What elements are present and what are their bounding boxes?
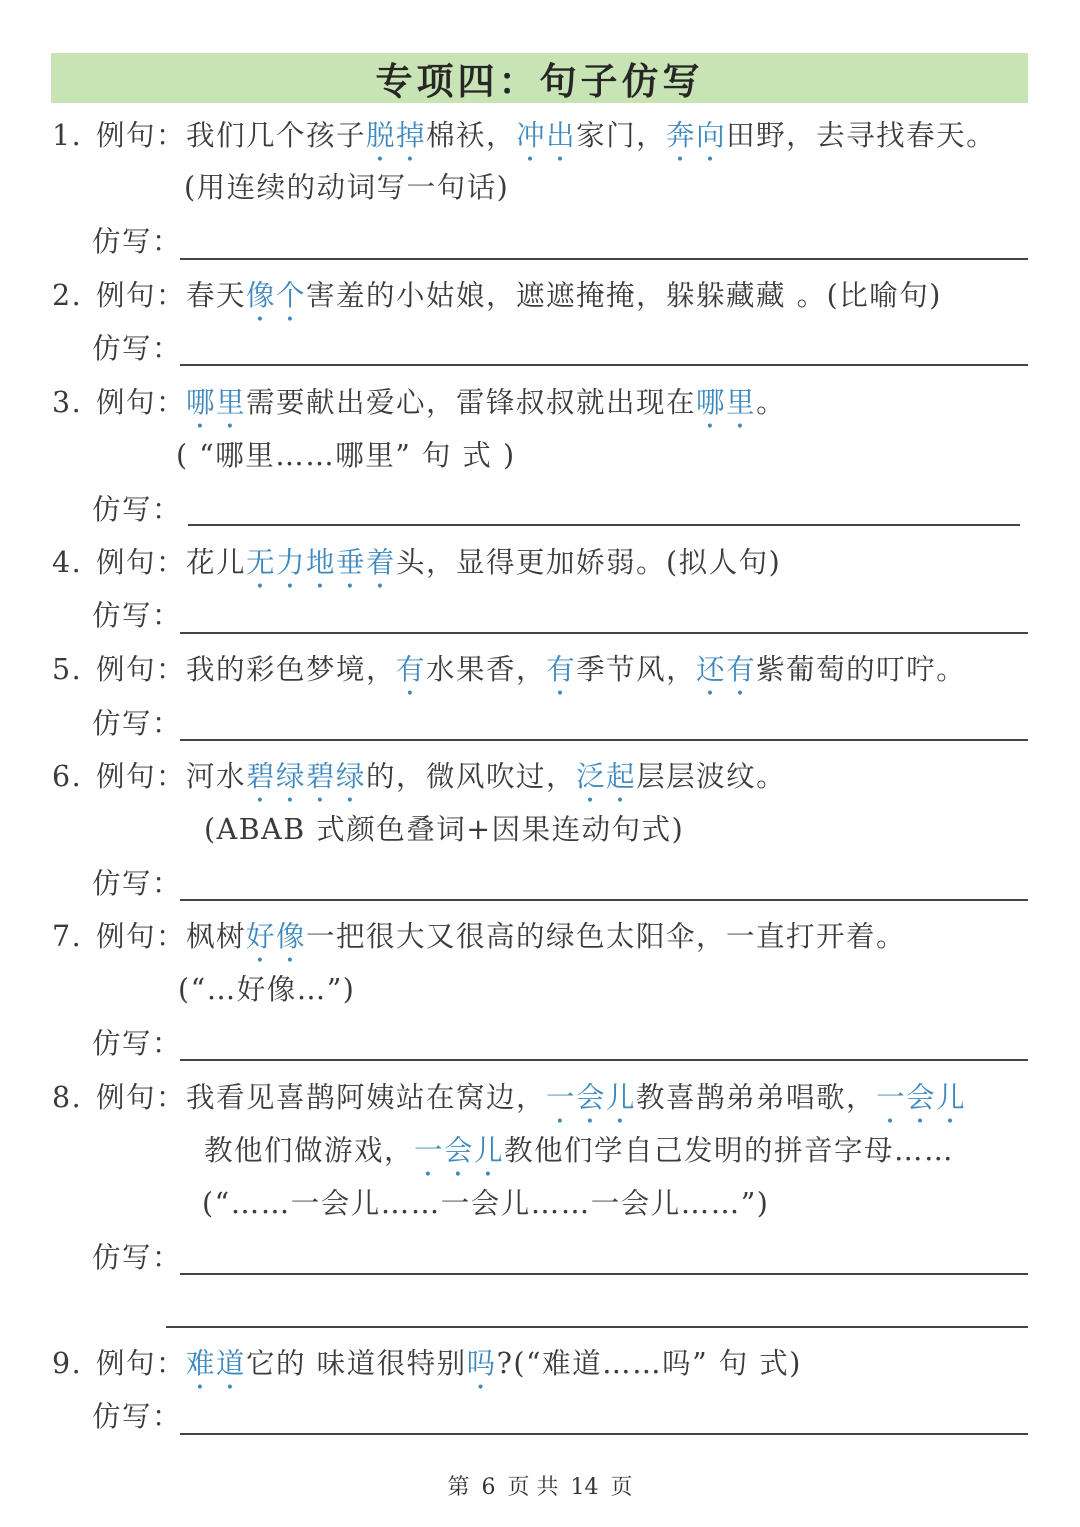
sentence-text: 教他们做游戏， (204, 1134, 415, 1167)
example-label: 例句： (96, 653, 187, 686)
answer-label: 仿写： (92, 332, 183, 365)
question-1 (52, 116, 996, 168)
sentence-text: 田野，去寻找春天。 (726, 119, 997, 152)
example-sentence (186, 1347, 802, 1380)
highlighted-keyword: 一会儿 (546, 1081, 637, 1114)
example-sentence (186, 920, 906, 953)
example-label: 例句： (96, 386, 187, 419)
answer-label: 仿写： (92, 493, 183, 526)
highlighted-keyword: 还有 (696, 653, 757, 686)
sentence-text: 花儿 (186, 546, 247, 579)
question-number: 1. (52, 119, 83, 152)
footer-page-number: 6 (481, 1475, 496, 1500)
question-9 (52, 1344, 802, 1396)
highlighted-keyword: 难道 (186, 1347, 247, 1380)
sentence-text: 层层波纹。 (636, 760, 787, 793)
answer-line[interactable] (180, 364, 1028, 366)
answer-label: 仿写： (92, 867, 183, 900)
highlighted-keyword: 哪里 (696, 386, 757, 419)
question-4 (52, 543, 781, 595)
example-label: 例句： (96, 546, 187, 579)
sentence-text: 头，显得更加娇弱。(拟人句) (396, 546, 782, 579)
highlighted-keyword: 哪里 (186, 386, 247, 419)
answer-label: 仿写： (92, 1400, 183, 1433)
question-number: 3. (52, 386, 83, 419)
question-number: 2. (52, 279, 83, 312)
question-number: 6. (52, 760, 83, 793)
question-2 (52, 276, 942, 328)
question-8 (52, 1078, 966, 1130)
answer-line[interactable] (180, 739, 1028, 741)
footer-prefix: 第 (447, 1475, 470, 1500)
example-label: 例句： (96, 119, 187, 152)
example-sentence (186, 386, 786, 419)
sentence-text: 它的 味道很特别 (246, 1347, 467, 1380)
sentence-text: 我的彩色梦境， (186, 653, 397, 686)
sentence-text: 水果香， (426, 653, 547, 686)
question-number: 8. (52, 1081, 83, 1114)
sentence-text: 河水 (186, 760, 247, 793)
question-number: 7. (52, 920, 83, 953)
question-5 (52, 650, 966, 702)
question-6 (52, 757, 786, 809)
highlighted-keyword: 冲出 (516, 119, 577, 152)
sentence-text: ?(“难道……吗” 句 式) (496, 1347, 802, 1380)
highlighted-keyword: 有 (396, 653, 427, 686)
example-sentence (186, 1081, 966, 1114)
answer-label: 仿写： (92, 599, 183, 632)
highlighted-keyword: 脱掉 (366, 119, 427, 152)
example-label: 例句： (96, 1347, 187, 1380)
sentence-text: 季节风， (576, 653, 697, 686)
highlighted-keyword: 一会儿 (876, 1081, 967, 1114)
title-banner (51, 53, 1028, 103)
example-label: 例句： (96, 760, 187, 793)
question-8-continued (204, 1131, 954, 1183)
highlighted-keyword: 好像 (246, 920, 307, 953)
question-6-hint: (ABAB 式颜色叠词+因果连动句式) (204, 813, 685, 846)
sentence-text: 害羞的小姑娘，遮遮掩掩，躲躲藏藏 。(比喻句) (306, 279, 942, 312)
footer-mid: 页 共 (507, 1475, 559, 1500)
sentence-text: 。 (756, 386, 787, 419)
question-8-hint: (“……一会儿……一会儿……一会儿……”) (202, 1187, 770, 1220)
highlighted-keyword: 吗 (466, 1347, 497, 1380)
example-sentence (186, 119, 996, 152)
question-number: 9. (52, 1347, 83, 1380)
example-label: 例句： (96, 279, 187, 312)
example-label: 例句： (96, 1081, 187, 1114)
answer-line[interactable] (180, 899, 1028, 901)
answer-line-extra[interactable] (166, 1326, 1028, 1328)
page-title: 专项四：句子仿写 (375, 60, 704, 103)
answer-label: 仿写： (92, 1027, 183, 1060)
answer-label: 仿写： (92, 1241, 183, 1274)
answer-line[interactable] (188, 524, 1020, 526)
example-sentence (186, 653, 966, 686)
sentence-text: 枫树 (186, 920, 247, 953)
highlighted-keyword: 奔向 (666, 119, 727, 152)
question-7 (52, 917, 906, 969)
sentence-text: 春天 (186, 279, 247, 312)
sentence-text: 一把很大又很高的绿色太阳伞，一直打开着。 (306, 920, 907, 953)
sentence-text: 的，微风吹过， (366, 760, 577, 793)
sentence-text: 紫葡萄的叮咛。 (756, 653, 967, 686)
sentence-text: 教喜鹊弟弟唱歌， (636, 1081, 877, 1114)
answer-line[interactable] (180, 1273, 1028, 1275)
page-footer (0, 1470, 1080, 1501)
question-1-hint: (用连续的动词写一句话) (184, 171, 510, 204)
sentence-text: 我看见喜鹊阿姨站在窝边， (186, 1081, 547, 1114)
answer-label: 仿写： (92, 225, 183, 258)
sentence-text: 我们几个孩子 (186, 119, 367, 152)
answer-line[interactable] (180, 632, 1028, 634)
sentence-text: 家门， (576, 119, 667, 152)
highlighted-keyword: 有 (546, 653, 577, 686)
example-sentence (186, 760, 786, 793)
highlighted-keyword: 一会儿 (414, 1134, 505, 1167)
example-label: 例句： (96, 920, 187, 953)
footer-suffix: 页 (610, 1475, 633, 1500)
highlighted-keyword: 像个 (246, 279, 307, 312)
example-sentence (186, 279, 942, 312)
sentence-text: 教他们学自己发明的拼音字母…… (504, 1134, 955, 1167)
answer-line[interactable] (180, 258, 1028, 260)
highlighted-keyword: 碧绿碧绿 (246, 760, 367, 793)
answer-label: 仿写： (92, 707, 183, 740)
highlighted-keyword: 无力地垂着 (246, 546, 397, 579)
sentence-text: 棉袄， (426, 119, 517, 152)
sentence-text: 需要献出爱心，雷锋叔叔就出现在 (246, 386, 697, 419)
question-3-hint: ( “哪里……哪里” 句 式 ) (176, 439, 516, 472)
question-7-hint: (“…好像…”) (178, 973, 356, 1006)
answer-line[interactable] (180, 1059, 1028, 1061)
question-number: 5. (52, 653, 83, 686)
question-3 (52, 383, 786, 435)
footer-total-pages: 14 (570, 1475, 599, 1500)
example-sentence (186, 546, 781, 579)
answer-line[interactable] (180, 1433, 1028, 1435)
question-number: 4. (52, 546, 83, 579)
highlighted-keyword: 泛起 (576, 760, 637, 793)
example-sentence-continued (204, 1134, 954, 1167)
